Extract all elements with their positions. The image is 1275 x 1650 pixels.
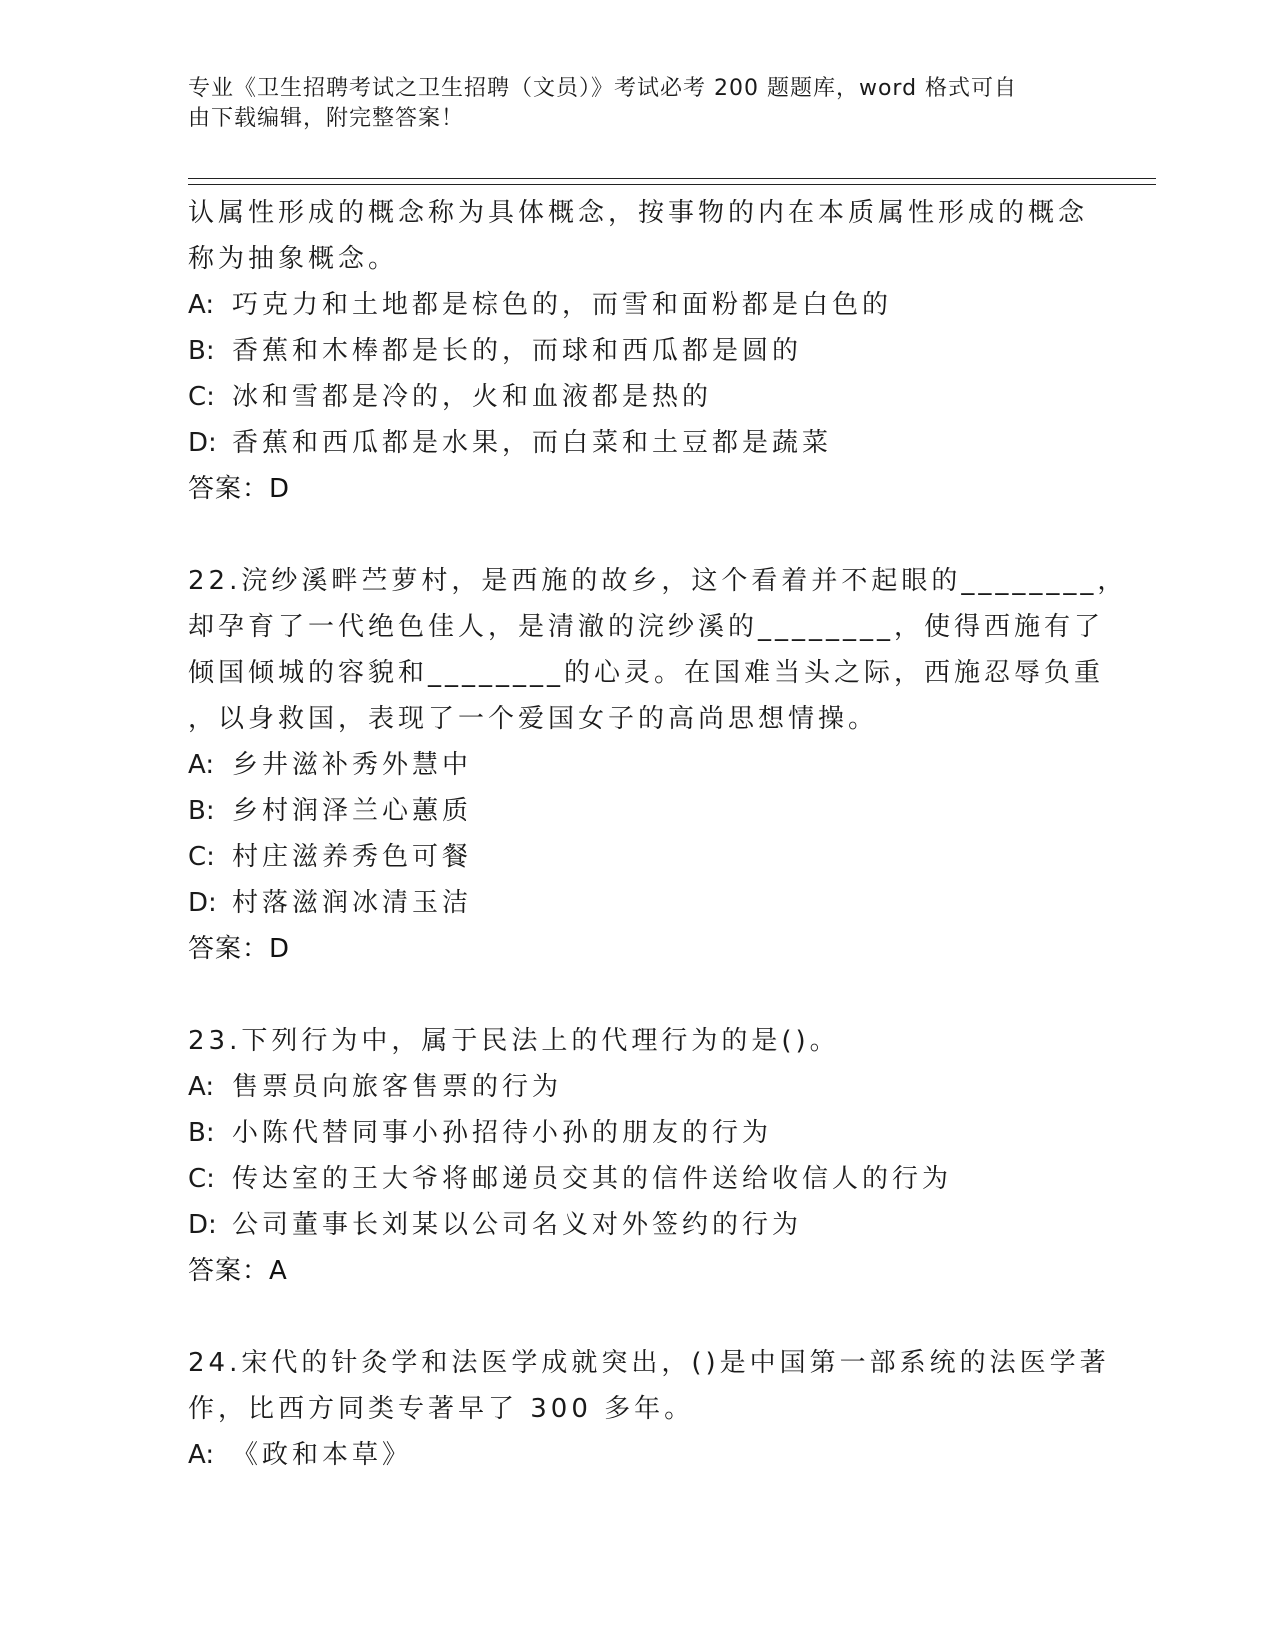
spacer (188, 512, 1088, 558)
question-text-line: ，以身救国，表现了一个爱国女子的高尚思想情操。 (188, 704, 879, 734)
option-a (188, 282, 1088, 328)
option-b (188, 1110, 1088, 1156)
option-text: 公司董事长刘某以公司名义对外签约的行为 (232, 1210, 803, 1240)
option-key: D: (188, 1210, 217, 1240)
option-text: 村落滋润冰清玉洁 (232, 888, 473, 918)
option-key: B: (188, 336, 215, 366)
question-23 (188, 1018, 1088, 1294)
option-key: A: (188, 1440, 215, 1470)
option-d (188, 880, 1088, 926)
answer-line: 答案：D (188, 474, 291, 504)
option-text: 香蕉和木棒都是长的，而球和西瓜都是圆的 (232, 336, 803, 366)
question-text-line: 作，比西方同类专著早了 300 多年。 (188, 1394, 695, 1424)
option-key: A: (188, 1072, 215, 1102)
option-key: C: (188, 842, 215, 872)
question-text-line: 却孕育了一代绝色佳人，是清澈的浣纱溪的________，使得西施有了 (188, 612, 1105, 642)
question-text-line: 认属性形成的概念称为具体概念，按事物的内在本质属性形成的概念 (188, 198, 1089, 228)
option-d (188, 1202, 1088, 1248)
option-key: C: (188, 1164, 215, 1194)
answer-line: 答案：D (188, 934, 291, 964)
option-text: 村庄滋养秀色可餐 (232, 842, 473, 872)
option-key: C: (188, 382, 215, 412)
option-text: 巧克力和土地都是棕色的，而雪和面粉都是白色的 (232, 290, 893, 320)
option-c (188, 1156, 1088, 1202)
header-line-2: 由下载编辑，附完整答案！ (188, 106, 465, 131)
spacer (188, 1294, 1088, 1340)
option-a (188, 742, 1088, 788)
option-text: 乡井滋补秀外慧中 (232, 750, 473, 780)
question-text-line: 倾国倾城的容貌和________的心灵。在国难当头之际，西施忍辱负重 (188, 658, 1105, 688)
option-key: D: (188, 428, 217, 458)
option-key: B: (188, 796, 215, 826)
option-key: A: (188, 750, 215, 780)
question-text-line: 24.宋代的针灸学和法医学成就突出，()是中国第一部系统的法医学著 (188, 1348, 1110, 1378)
option-key: A: (188, 290, 215, 320)
header-divider-top (188, 178, 1156, 179)
option-text: 冰和雪都是冷的，火和血液都是热的 (232, 382, 713, 412)
question-24 (188, 1340, 1110, 1478)
option-b (188, 328, 1088, 374)
question-22 (188, 558, 1128, 972)
option-a (188, 1064, 1088, 1110)
question-text-line: 称为抽象概念。 (188, 244, 399, 274)
header-line-1: 专业《卫生招聘考试之卫生招聘（文员）》考试必考 200 题题库，word 格式可自 (188, 76, 1018, 101)
option-text: 小陈代替同事小孙招待小孙的朋友的行为 (232, 1118, 773, 1148)
option-d (188, 420, 1088, 466)
option-text: 乡村润泽兰心蕙质 (232, 796, 473, 826)
question-21-continuation (188, 190, 1088, 512)
question-text-line: 22.浣纱溪畔苎萝村，是西施的故乡，这个看着并不起眼的________， (188, 566, 1128, 596)
spacer (188, 972, 1088, 1018)
option-c (188, 374, 1088, 420)
option-text: 香蕉和西瓜都是水果，而白菜和土豆都是蔬菜 (232, 428, 833, 458)
document-body (188, 190, 1128, 1478)
header-divider-bottom (188, 184, 1156, 185)
option-text: 传达室的王大爷将邮递员交其的信件送给收信人的行为 (232, 1164, 953, 1194)
option-text: 售票员向旅客售票的行为 (232, 1072, 563, 1102)
option-b (188, 788, 1088, 834)
option-c (188, 834, 1088, 880)
option-key: D: (188, 888, 217, 918)
question-text-line: 23.下列行为中，属于民法上的代理行为的是()。 (188, 1026, 840, 1056)
option-a (188, 1432, 1088, 1478)
document-header (188, 74, 1068, 134)
option-key: B: (188, 1118, 215, 1148)
option-text: 《政和本草》 (232, 1440, 413, 1470)
answer-line: 答案：A (188, 1256, 288, 1286)
